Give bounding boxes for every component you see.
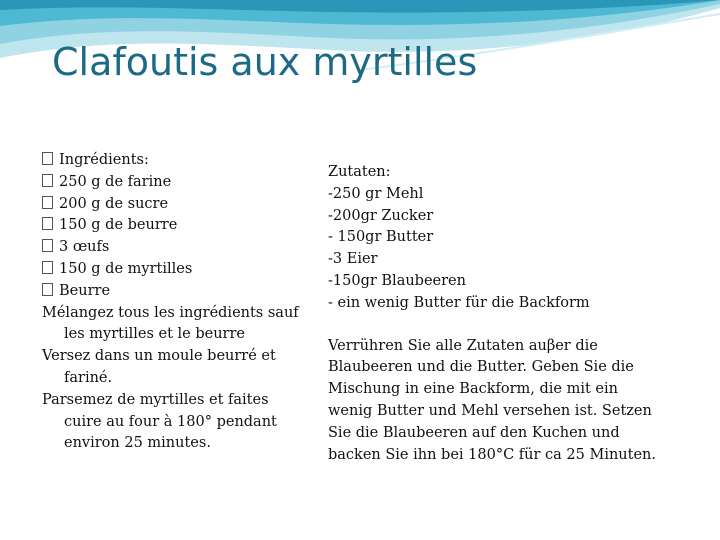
- list-item: -3 Eier: [328, 251, 378, 268]
- french-recipe-column: [42, 150, 304, 455]
- list-item: - ein wenig Butter für die Backform: [328, 294, 590, 311]
- slide-title: Clafoutis aux myrtilles: [52, 40, 478, 84]
- list-item: 150 g de beurre: [42, 215, 304, 237]
- checkbox-bullet-icon: [42, 174, 53, 187]
- list-item: Beurre: [42, 281, 304, 303]
- list-item: 150 g de myrtilles: [42, 259, 304, 281]
- instructions-paragraph: Verrühren Sie alle Zutaten auβer die Blaubeeren und die Butter. Geben Sie die Mischung in eine Backform, die mit ein wenig Butter und Mehl versehen ist. Setzen Sie die Blaubeeren auf den Kuchen und backen Sie ihn bei 180°C für ca 25 Minuten.: [328, 337, 656, 463]
- list-item: 250 g de farine: [42, 172, 304, 194]
- list-item: -150gr Blaubeeren: [328, 272, 466, 289]
- ingredients-heading: Zutaten:: [328, 164, 391, 180]
- instruction-step: Mélangez tous les ingrédients sauf les myrtilles et le beurre: [42, 304, 299, 343]
- checkbox-bullet-icon: [42, 196, 53, 209]
- instruction-step: Parsemez de myrtilles et faites cuire au four à 180° pendant environ 25 minutes.: [42, 391, 277, 452]
- checkbox-bullet-icon: [42, 283, 53, 296]
- instruction-step: Versez dans un moule beurré et fariné.: [42, 348, 276, 386]
- list-item: - 150gr Butter: [328, 229, 434, 246]
- list-item: 200 g de sucre: [42, 194, 304, 216]
- checkbox-bullet-icon: [42, 261, 53, 274]
- german-recipe-column: [328, 162, 663, 466]
- list-item: -250 gr Mehl: [328, 185, 424, 202]
- checkbox-bullet-icon: [42, 152, 53, 165]
- list-item: 3 œufs: [42, 237, 304, 259]
- list-item: -200gr Zucker: [328, 207, 434, 224]
- checkbox-bullet-icon: [42, 239, 53, 252]
- checkbox-bullet-icon: [42, 217, 53, 230]
- spacer: [328, 315, 663, 336]
- list-item: Ingrédients:: [42, 150, 304, 172]
